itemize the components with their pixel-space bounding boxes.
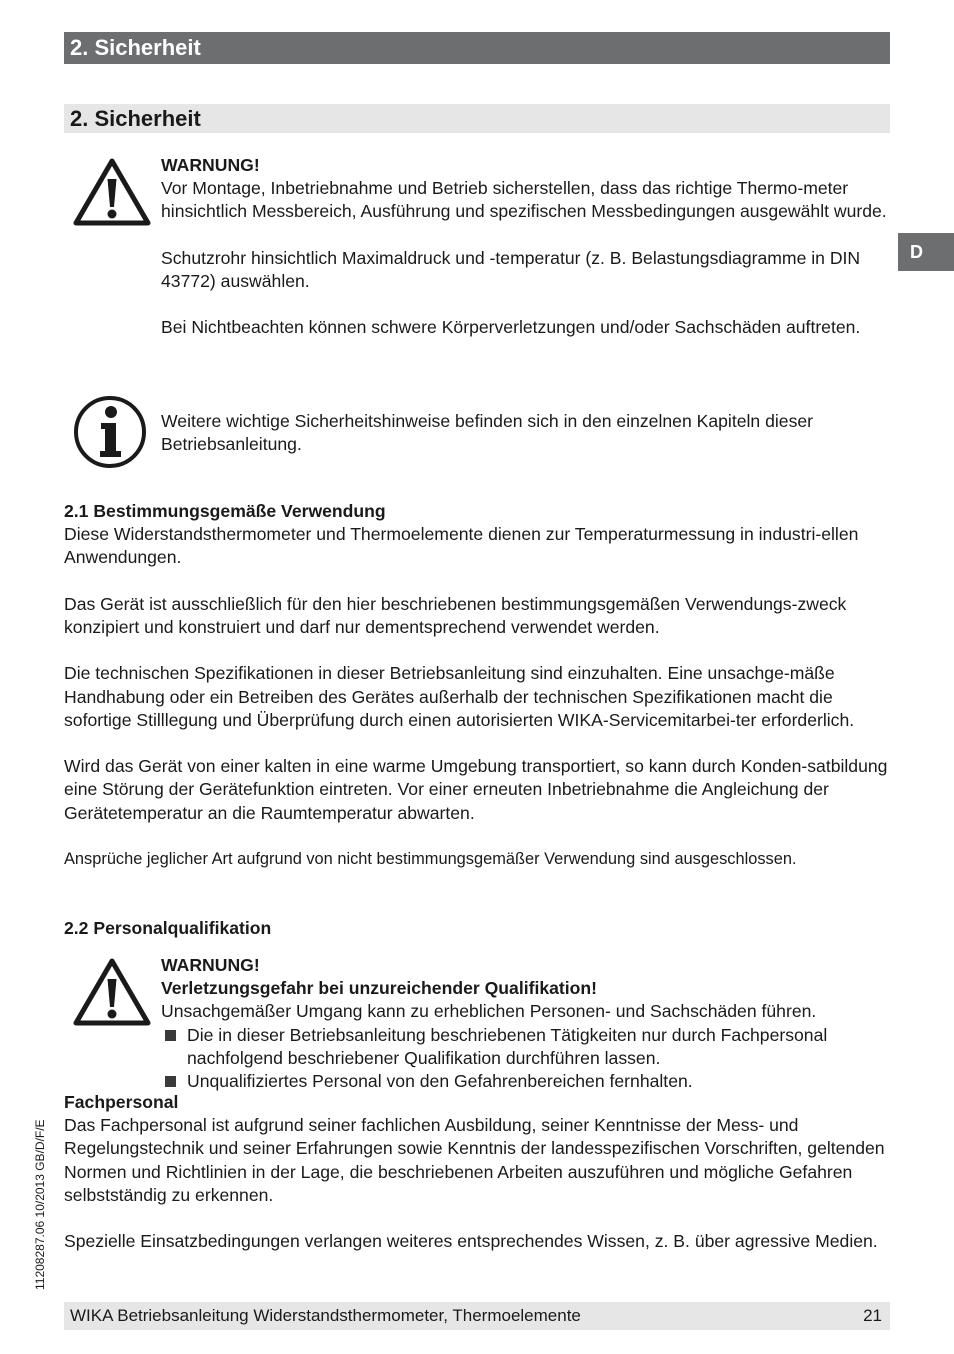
warning-label: WARNUNG! [161,155,260,175]
info-block [161,410,890,456]
bullet-item [161,1024,890,1070]
warning-text: Unsachgemäßer Umgang kann zu erheblichen Personen- und Sachschäden führen. [161,1001,817,1022]
language-tab-label: D [910,242,923,262]
section-2-1 [64,500,890,871]
bullet-text: Unqualifiziertes Personal von den Gefahrenbereichen fernhalten. [187,1071,693,1092]
info-icon [73,395,147,469]
warning-text-3: Bei Nichtbeachten können schwere Körperverletzungen und/oder Sachschäden auftreten. [161,317,861,338]
bullet-square-icon [165,1076,176,1087]
bullet-square-icon [165,1030,176,1041]
section-2-1-paragraph: Ansprüche jeglicher Art aufgrund von nicht bestimmungsgemäßer Verwendung sind ausgeschlossen. [64,849,797,868]
fachpersonal-heading: Fachpersonal [64,1092,179,1112]
warning-triangle-icon [72,157,152,227]
section-title-text: 2. Sicherheit [70,106,201,131]
warning-text-2: Schutzrohr hinsichtlich Maximaldruck und -temperatur (z. B. Belastungsdiagramme in DIN 43772) auswählen. [161,247,861,291]
section-2-1-paragraph: Wird das Gerät von einer kalten in eine warme Umgebung transportiert, so kann durch Konden-satbildung eine Störung der Gerätefunktion eintreten. Vor einer erneuten Inbetriebnahme die Angleichung der Gerätetemperatur an die Raumtemperatur abwarten. [64,756,888,823]
warning-text-1: Vor Montage, Inbetriebnahme und Betrieb sicherstellen, dass das richtige Thermo-meter hinsichtlich Messbereich, Ausführung und spezifischen Messbedingungen ausgewählt wurde. [161,178,887,222]
section-2-1-paragraph: Diese Widerstandsthermometer und Thermoelemente dienen zur Temperaturmessung in industri-ellen Anwendungen. [64,524,859,568]
section-2-1-paragraph: Das Gerät ist ausschließlich für den hier beschriebenen bestimmungsgemäßen Verwendungs-zweck konzipiert und konstruiert und darf nur dementsprechend verwendet werden. [64,593,847,637]
page-header-title: 2. Sicherheit [70,35,201,60]
fachpersonal-section [64,1091,890,1253]
page-number: 21 [863,1306,882,1325]
footer-text: WIKA Betriebsanleitung Widerstandsthermometer, Thermoelemente [70,1306,581,1325]
warning-block-2 [161,954,890,1093]
section-title [64,104,890,133]
page-header [64,32,890,64]
bullet-text: Die in dieser Betriebsanleitung beschriebenen Tätigkeiten nur durch Fachpersonal nachfolgend beschriebener Qualifikation durchführen lassen. [187,1024,828,1068]
bullet-item [161,1070,890,1093]
section-2-2 [64,917,890,940]
warning-triangle-icon [72,957,152,1027]
fachpersonal-paragraph: Spezielle Einsatzbedingungen verlangen weiteres entsprechendes Wissen, z. B. über agressive Medien. [64,1231,878,1252]
page-footer [64,1302,890,1330]
document-code: 11208287.06 10/2013 GB/D/F/E [33,1119,47,1290]
section-2-1-heading: 2.1 Bestimmungsgemäße Verwendung [64,501,386,521]
fachpersonal-paragraph: Das Fachpersonal ist aufgrund seiner fachlichen Ausbildung, seiner Kenntnisse der Mess- und Regelungstechnik und seiner Erfahrungen sowie Kenntnis der landesspezifischen Vorschriften, geltenden Normen und Richtlinien in der Lage, die beschriebenen Arbeiten auszuführen und mögliche Gefahren selbstständig zu erkennen. [64,1115,885,1205]
warning-subtitle: Verletzungsgefahr bei unzureichender Qualifikation! [161,978,598,999]
info-text: Weitere wichtige Sicherheitshinweise befinden sich in den einzelnen Kapiteln dieser Betriebsanleitung. [161,411,814,455]
warning-block-1 [161,154,890,340]
warning-label: WARNUNG! [161,955,260,975]
section-2-1-paragraph: Die technischen Spezifikationen in dieser Betriebsanleitung sind einzuhalten. Eine unsachge-mäße Handhabung oder ein Betreiben des Gerätes außerhalb der technischen Spezifikationen macht die sofortige Stilllegung und Überprüfung durch einen autorisierten WIKA-Servicemitarbei-ter erforderlich. [64,663,855,730]
section-2-2-heading: 2.2 Personalqualifikation [64,918,272,938]
language-tab [898,233,954,271]
